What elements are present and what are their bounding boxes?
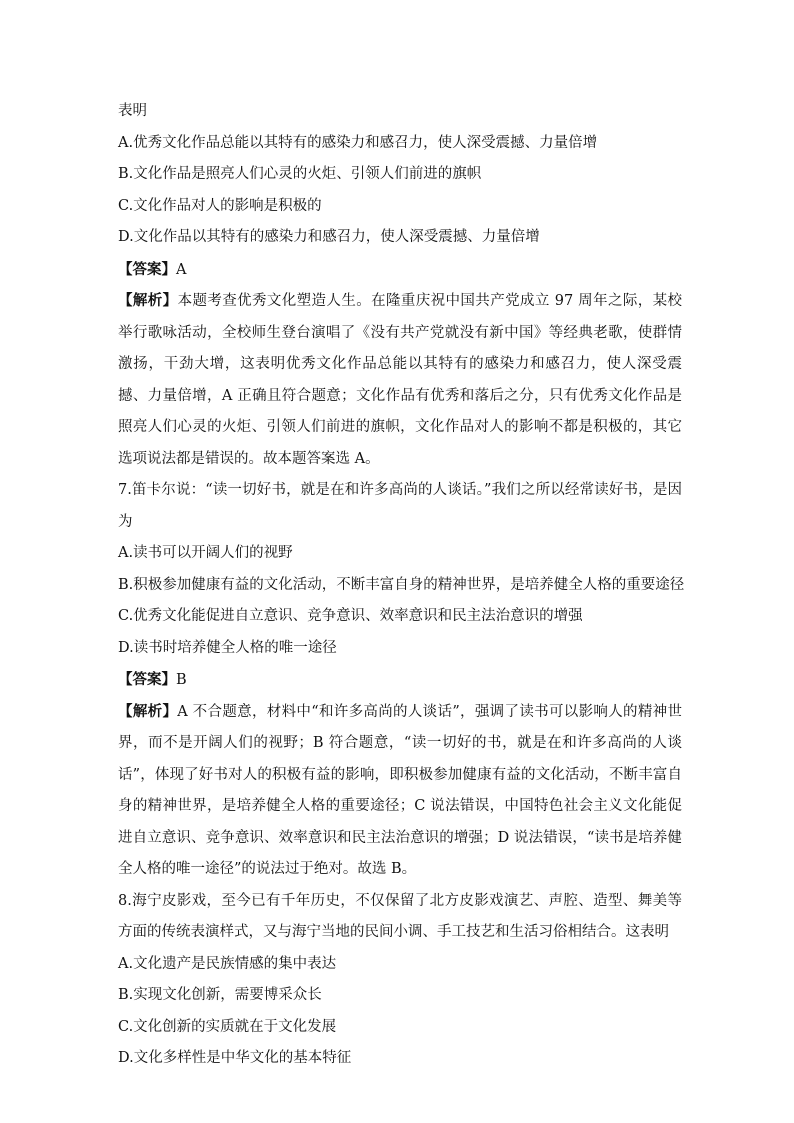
question-7-answer-value: B bbox=[176, 672, 187, 688]
analysis-text: 本题考查优秀文化塑造人生。在隆重庆祝中国共产党成立 97 周年之际，某校举行歌咏活动，全校师生登台演唱了《没有共产党就没有新中国》等经典老歌，使群情激扬，干劲大增，这表明优秀文化作品总能以其特有的感染力和感召力，使人深受震撼、力量倍增，A 正确且符合题意；文化作品有优秀和落后之分，只有优秀文化作品是照亮人们心灵的火炬、引领人们前进的旗帜，文化作品对人的影响不都是积极的，其它选项说法都是错误的。故本题答案选 A。 bbox=[118, 293, 683, 467]
question-8-option-c: C.文化创新的实质就在于文化发展 bbox=[118, 1018, 337, 1035]
question-7-answer-label: 【答案】 bbox=[118, 671, 176, 688]
question-7-analysis-paragraph bbox=[118, 696, 682, 886]
question-8-option-b: B.实现文化创新，需要博采众长 bbox=[118, 987, 322, 1003]
option-c: C.文化作品对人的影响是积极的 bbox=[118, 197, 322, 214]
question-stem-continuation: 表明 bbox=[118, 103, 147, 119]
question-7-option-b: B.积极参加健康有益的文化活动，不断丰富自身的精神世界，是培养健全人格的重要途径 bbox=[118, 576, 685, 593]
question-7-option-c: C.优秀文化能促进自立意识、竞争意识、效率意识和民主法治意识的增强 bbox=[118, 608, 583, 624]
analysis-label: 【解析】 bbox=[118, 292, 178, 309]
question-7-option-a: A.读书可以开阔人们的视野 bbox=[118, 545, 293, 561]
question-8-stem: 8.海宁皮影戏，至今已有千年历史，不仅保留了北方皮影戏演艺、声腔、造型、舞美等方面的传统表演样式，又与海宁当地的民间小调、手工技艺和生活习俗相结合。这表明 bbox=[118, 892, 682, 940]
answer-label: 【答案】 bbox=[118, 260, 176, 278]
question-7-analysis-text: A 不合题意，材料中“和许多高尚的人谈话”，强调了读书可以影响人的精神世界，而不是开阔人们的视野；B 符合题意，“读一切好的书，就是在和许多高尚的人谈话”，体现了好书对人的积极有益的影响，即积极参加健康有益的文化活动，不断丰富自身的精神世界，是培养健全人格的重要途径；C 说法错误，中国特色社会主义文化能促进自立意识、竞争意识、效率意识和民主法治意识的增强；D 说法错误，“读书是培养健全人格的唯一途径”的说法过于绝对。故选 B。 bbox=[118, 703, 683, 877]
question-8-option-d: D.文化多样性是中华文化的基本特征 bbox=[118, 1050, 352, 1066]
question-7-option-d: D.读书时培养健全人格的唯一途径 bbox=[118, 639, 337, 656]
question-7-analysis-label: 【解析】 bbox=[118, 702, 178, 720]
question-7-stem: 7.笛卡尔说：“读一切好书，就是在和许多高尚的人谈话。”我们之所以经常读好书，是因为 bbox=[118, 482, 682, 530]
answer-value: A bbox=[176, 261, 187, 278]
answer-line bbox=[118, 254, 682, 286]
option-d: D.文化作品以其特有的感染力和感召力，使人深受震撼、力量倍增 bbox=[118, 229, 540, 245]
analysis-paragraph bbox=[118, 285, 682, 475]
option-a: A.优秀文化作品总能以其特有的感染力和感召力，使人深受震撼、力量倍增 bbox=[118, 134, 598, 151]
document-body bbox=[118, 96, 685, 1075]
question-8-option-a: A.文化遗产是民族情感的集中表达 bbox=[118, 955, 337, 972]
question-7-answer-line bbox=[118, 664, 682, 696]
option-b: B.文化作品是照亮人们心灵的火炬、引领人们前进的旗帜 bbox=[118, 166, 482, 182]
